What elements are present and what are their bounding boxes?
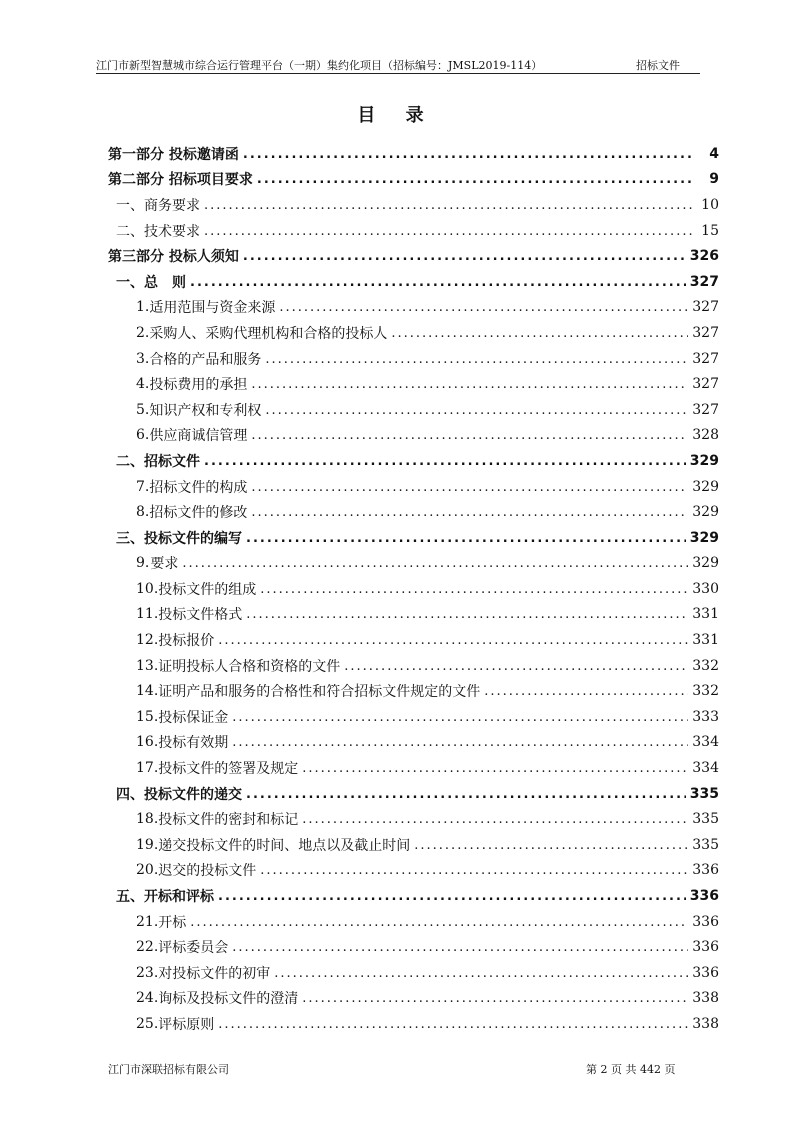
toc-entry-page: 327	[692, 350, 719, 367]
toc-entry[interactable]	[0, 986, 793, 1012]
toc-entry-page: 327	[692, 401, 719, 418]
toc-entry-page: 329	[689, 452, 719, 469]
toc-leader-dots	[232, 711, 688, 725]
toc-leader-dots	[246, 608, 688, 622]
toc-leader-dots	[302, 762, 688, 776]
toc-entry-page: 335	[689, 785, 719, 802]
toc-entry[interactable]	[0, 602, 793, 628]
toc-entry-page: 336	[692, 939, 719, 956]
toc-entry[interactable]	[0, 167, 793, 193]
toc-leader-dots	[204, 199, 695, 213]
toc-entry-label: 适用范围与资金来源	[149, 300, 276, 317]
toc-entry-label: 投标文件的组成	[158, 581, 257, 598]
toc-entry-label: 证明产品和服务的合格性和符合招标文件规定的文件	[158, 684, 481, 701]
toc-entry-page: 15	[701, 222, 719, 239]
toc-leader-dots	[218, 634, 688, 648]
toc-leader-dots	[190, 916, 688, 930]
toc-entry-page: 329	[692, 504, 719, 521]
toc-entry-label: 投标文件的签署及规定	[158, 761, 299, 778]
toc-entry[interactable]	[0, 934, 793, 960]
toc-entry[interactable]	[0, 678, 793, 704]
toc-entry[interactable]	[0, 576, 793, 602]
page-header	[96, 58, 700, 74]
toc-entry-label: 评标原则	[158, 1016, 215, 1033]
toc-entry-label: 投标文件格式	[158, 607, 243, 624]
toc-entry[interactable]	[0, 704, 793, 730]
toc-leader-dots	[243, 250, 686, 264]
toc-entry-label: 要求	[150, 556, 179, 573]
toc-entry-page: 327	[692, 299, 719, 316]
toc-entry[interactable]	[0, 192, 793, 218]
toc-leader-dots	[218, 890, 686, 904]
toc-leader-dots	[391, 327, 688, 341]
toc-entry-label: 商务要求	[144, 197, 200, 214]
toc-leader-dots	[279, 301, 688, 315]
toc-entry-number: 9.	[136, 555, 150, 572]
toc-entry[interactable]	[0, 499, 793, 525]
toc-entry-page: 332	[692, 657, 719, 674]
toc-entry[interactable]	[0, 653, 793, 679]
toc-entry-page: 4	[709, 145, 719, 162]
toc-leader-dots	[302, 992, 688, 1006]
toc-entry[interactable]	[0, 755, 793, 781]
toc-entry-page: 9	[709, 171, 719, 188]
toc-entry-label: 评标委员会	[158, 940, 229, 957]
toc-leader-dots	[182, 557, 688, 571]
toc-entry[interactable]	[0, 218, 793, 244]
toc-leader-dots	[302, 813, 688, 827]
toc-entry-number: 4.	[136, 376, 150, 393]
toc-entry[interactable]	[0, 883, 793, 909]
toc-entry-page: 327	[689, 273, 719, 290]
toc-entry[interactable]	[0, 909, 793, 935]
toc-entry-label: 二、招标文件	[116, 453, 200, 470]
toc-entry[interactable]	[0, 397, 793, 423]
toc-leader-dots	[484, 685, 688, 699]
toc-entry-label: 开标	[158, 914, 187, 931]
toc-entry-page: 338	[692, 990, 719, 1007]
toc-entry-page: 338	[692, 1015, 719, 1032]
toc-entry[interactable]	[0, 371, 793, 397]
toc-entry-number: 12.	[136, 632, 159, 649]
toc-entry-page: 329	[692, 478, 719, 495]
toc-entry[interactable]	[0, 474, 793, 500]
toc-entry[interactable]	[0, 525, 793, 551]
toc-entry-number: 24.	[136, 990, 159, 1007]
toc-leader-dots	[260, 864, 688, 878]
toc-entry-label: 对投标文件的初审	[158, 965, 271, 982]
toc-entry[interactable]	[0, 269, 793, 295]
toc-entry-number: 16.	[136, 734, 159, 751]
toc-entry[interactable]	[0, 423, 793, 449]
toc-entry-label: 招标文件的构成	[149, 479, 248, 496]
toc-entry-label: 一、总 则	[116, 274, 186, 291]
toc-entry[interactable]	[0, 858, 793, 884]
toc-entry-number: 2.	[136, 324, 150, 341]
toc-entry-number: 11.	[136, 606, 159, 623]
toc-entry-label: 投标有效期	[158, 735, 229, 752]
toc-leader-dots	[251, 429, 688, 443]
toc-entry-label: 投标保证金	[158, 709, 229, 726]
toc-entry-page: 327	[692, 324, 719, 341]
toc-leader-dots	[265, 404, 688, 418]
toc-entry[interactable]	[0, 730, 793, 756]
toc-entry-page: 333	[692, 708, 719, 725]
toc-entry-page: 331	[692, 606, 719, 623]
toc-entry-page: 329	[689, 529, 719, 546]
toc-entry-label: 询标及投标文件的澄清	[158, 991, 299, 1008]
toc-leader-dots	[257, 173, 695, 187]
footer-company: 江门市深联招标有限公司	[108, 1063, 229, 1076]
toc-entry-number: 17.	[136, 760, 159, 777]
toc-leader-dots	[232, 941, 688, 955]
toc-entry[interactable]	[0, 243, 793, 269]
toc-entry[interactable]	[0, 627, 793, 653]
toc-leader-dots	[243, 148, 695, 162]
toc-entry-page: 336	[692, 964, 719, 981]
toc-entry-label: 迟交的投标文件	[158, 863, 257, 880]
toc-entry-label: 第三部分 投标人须知	[108, 249, 239, 266]
toc-entry[interactable]	[0, 960, 793, 986]
toc-entry-label: 技术要求	[144, 223, 200, 240]
toc-entry[interactable]	[0, 551, 793, 577]
toc-leader-dots	[251, 481, 688, 495]
toc-entry-page: 330	[692, 580, 719, 597]
toc-entry-number: 3.	[136, 350, 150, 367]
toc-entry-page: 331	[692, 632, 719, 649]
toc-entry-label: 三、投标文件的编写	[116, 530, 242, 547]
table-of-contents	[0, 141, 793, 1037]
toc-entry-number: 14.	[136, 683, 159, 700]
toc-entry[interactable]	[0, 448, 793, 474]
header-doc-type: 招标文件	[636, 59, 680, 72]
toc-entry[interactable]	[0, 346, 793, 372]
toc-entry-page: 336	[689, 888, 719, 905]
toc-entry-page: 334	[692, 760, 719, 777]
toc-entry-number: 二、	[116, 223, 144, 240]
toc-leader-dots	[344, 660, 688, 674]
toc-title: 目 录	[357, 105, 436, 126]
toc-entry-page: 10	[701, 196, 719, 213]
toc-entry-page: 336	[692, 913, 719, 930]
toc-entry[interactable]	[0, 806, 793, 832]
toc-entry-number: 5.	[136, 401, 150, 418]
toc-leader-dots	[204, 225, 695, 239]
toc-entry-number: 21.	[136, 913, 159, 930]
toc-entry-number: 10.	[136, 580, 159, 597]
toc-leader-dots	[204, 455, 686, 469]
toc-entry-page: 335	[692, 836, 719, 853]
toc-leader-dots	[246, 788, 686, 802]
toc-entry-number: 15.	[136, 708, 159, 725]
toc-entry[interactable]	[0, 295, 793, 321]
toc-entry[interactable]	[0, 320, 793, 346]
toc-entry-label: 五、开标和评标	[116, 889, 214, 906]
toc-entry-page: 329	[692, 555, 719, 572]
toc-leader-dots	[265, 353, 688, 367]
toc-entry-number: 25.	[136, 1015, 159, 1032]
toc-entry-number: 一、	[116, 197, 144, 214]
toc-leader-dots	[251, 506, 688, 520]
toc-entry-label: 四、投标文件的递交	[116, 786, 242, 803]
toc-entry[interactable]	[0, 832, 793, 858]
toc-entry-number: 13.	[136, 657, 159, 674]
toc-leader-dots	[274, 967, 688, 981]
toc-entry-page: 326	[689, 248, 719, 265]
footer-pagination: 第 2 页 共 442 页	[586, 1063, 676, 1076]
toc-entry-label: 投标文件的密封和标记	[158, 812, 299, 829]
toc-leader-dots	[190, 276, 686, 290]
toc-entry-number: 20.	[136, 862, 159, 879]
toc-entry-label: 采购人、采购代理机构和合格的投标人	[149, 325, 388, 342]
toc-entry-number: 19.	[136, 836, 159, 853]
toc-leader-dots	[246, 532, 686, 546]
toc-entry-number: 7.	[136, 478, 150, 495]
toc-entry-page: 335	[692, 811, 719, 828]
toc-entry-label: 证明投标人合格和资格的文件	[158, 658, 341, 675]
toc-leader-dots	[260, 583, 688, 597]
toc-entry-label: 递交投标文件的时间、地点以及截止时间	[158, 837, 411, 854]
toc-entry[interactable]	[0, 141, 793, 167]
toc-entry-label: 招标文件的修改	[149, 505, 248, 522]
toc-leader-dots	[251, 378, 688, 392]
toc-entry-page: 328	[692, 427, 719, 444]
toc-entry-label: 合格的产品和服务	[149, 351, 262, 368]
toc-entry-number: 6.	[136, 427, 150, 444]
toc-entry-page: 332	[692, 683, 719, 700]
toc-entry-number: 22.	[136, 939, 159, 956]
toc-entry[interactable]	[0, 781, 793, 807]
toc-entry[interactable]	[0, 1011, 793, 1037]
toc-entry-label: 第一部分 投标邀请函	[108, 146, 239, 163]
toc-entry-number: 23.	[136, 964, 159, 981]
header-project-title: 江门市新型智慧城市综合运行管理平台（一期）集约化项目（招标编号：JMSL2019-114）	[96, 59, 543, 72]
toc-entry-number: 1.	[136, 299, 150, 316]
toc-entry-label: 投标报价	[158, 633, 215, 650]
toc-leader-dots	[232, 736, 688, 750]
toc-leader-dots	[414, 839, 688, 853]
toc-entry-number: 8.	[136, 504, 150, 521]
toc-leader-dots	[218, 1018, 688, 1032]
toc-entry-label: 供应商诚信管理	[149, 428, 248, 445]
page-footer	[96, 1062, 700, 1078]
toc-entry-number: 18.	[136, 811, 159, 828]
toc-entry-label: 第二部分 招标项目要求	[108, 172, 253, 189]
toc-entry-page: 336	[692, 862, 719, 879]
toc-entry-page: 327	[692, 376, 719, 393]
toc-entry-page: 334	[692, 734, 719, 751]
toc-entry-label: 投标费用的承担	[149, 377, 248, 394]
toc-entry-label: 知识产权和专利权	[149, 402, 262, 419]
